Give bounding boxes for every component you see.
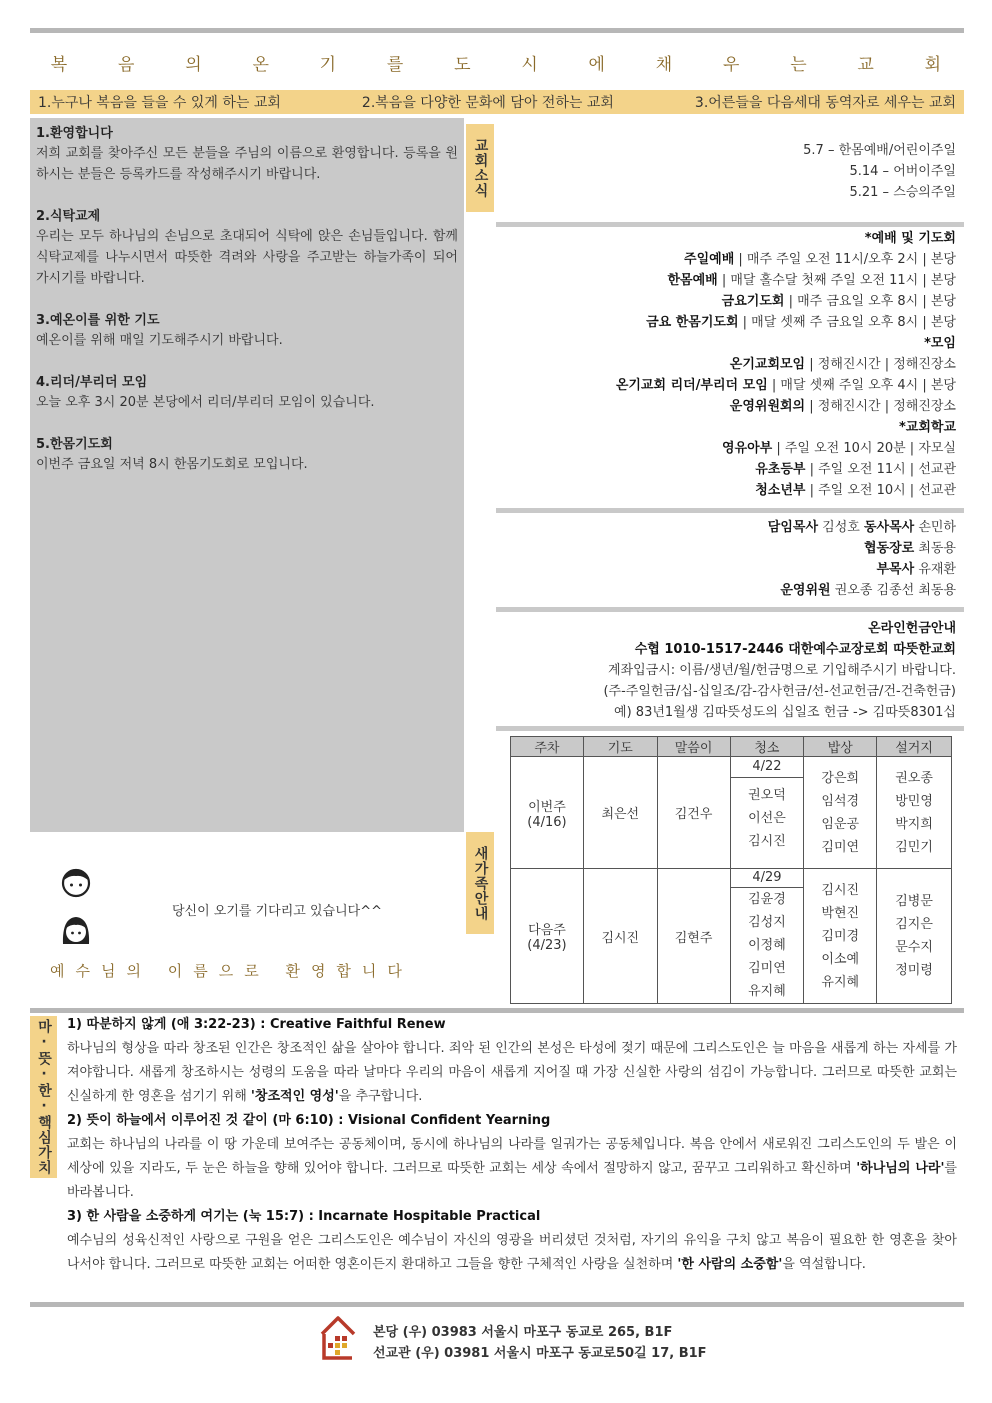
notice-body: 우리는 모두 하나님의 손님으로 초대되어 식탁에 앉은 손님들입니다. 함께 식탁교제를 나누시면서 따뜻한 격려와 사랑을 주고받는 하늘가족이 되어 가시기를 바랍니다. <box>36 229 458 286</box>
school-item: 유초등부 | 주일 오전 11시 | 선교관 <box>755 462 956 477</box>
notice-item <box>36 433 458 475</box>
table-row <box>511 869 952 1004</box>
core-value-title: 3) 한 사람을 소중하게 여기는 (눅 15:7) : Incarnate Hospitable Practical <box>67 1209 541 1224</box>
school-item: 청소년부 | 주일 오전 10시 | 선교관 <box>755 483 956 498</box>
section-divider <box>496 222 964 227</box>
column-header: 밥상 <box>804 737 877 757</box>
notice-body: 예온이를 위해 매일 기도해주시기 바랍니다. <box>36 333 283 348</box>
staff-section <box>496 517 956 601</box>
tab-new-family <box>466 832 494 934</box>
welcome-message: 당신이 오기를 기다리고 있습니다^^ <box>172 904 382 919</box>
clean-date: 4/29 <box>731 869 804 888</box>
word-cell: 김건우 <box>657 757 730 869</box>
offering-account: 수협 1010-1517-2446 대한예수교장로회 따뜻한교회 <box>634 642 956 657</box>
table-row <box>511 757 952 869</box>
core-value-body: 하나님의 형상을 따라 창조된 인간은 창조적인 삶을 살아야 합니다. 죄악 된 인간의 본성은 타성에 젖기 때문에 그리스도인은 늘 마음을 새롭게 하는 자세를 가져야합니다. 새롭게 창조하시는 성령의 도움을 따라 날마다 우리의 마음이 새롭게 지어질 때 가장 신실한 사랑의 섬김이 가능합니다. 그러므로 따뜻한 교회는 신실하게 한 영혼을 섬기기 위해 '창조적인 영성'을 추구합니다. <box>67 1041 957 1104</box>
motto-char: 채 <box>655 55 675 75</box>
vision-bar <box>30 90 964 114</box>
tab-core-values <box>30 1016 57 1178</box>
offering-section <box>496 618 956 723</box>
motto-char: 온 <box>252 55 271 75</box>
notice-title: 3.예온이를 위한 기도 <box>36 313 160 328</box>
staff-line: 담임목사 김성호 동사목사 손민하 <box>767 520 956 535</box>
worship-item: 금요기도회 | 매주 금요일 오후 8시 | 본당 <box>721 294 956 309</box>
event-item: 5.14 – 어버이주일 <box>849 164 956 179</box>
vision-item: 3.어른들을 다음세대 동역자로 세우는 교회 <box>694 95 956 111</box>
offering-line: 예) 83년1월생 김따뜻성도의 십일조 헌금 -> 김따뜻8301십 <box>614 705 956 720</box>
offering-line: 계좌입금시: 이름/생년/월/헌금명으로 기입해주시기 바랍니다. <box>608 663 956 678</box>
motto-char: 에 <box>588 55 607 75</box>
staff-line: 운영위원 권오종 김종선 최동용 <box>780 583 956 598</box>
notices-box <box>30 118 464 832</box>
notice-title: 4.리더/부리더 모임 <box>36 375 148 390</box>
core-value-item <box>67 1109 957 1205</box>
events-section <box>496 140 956 203</box>
footer-divider <box>30 1302 964 1307</box>
notice-body: 저희 교회를 찾아주신 모든 분들을 주님의 이름으로 환영합니다. 등록을 원하시는 분들은 등록카드를 작성해주시기 바랍니다. <box>36 146 458 182</box>
core-values-section <box>67 1013 957 1277</box>
church-logo-icon <box>318 1314 358 1366</box>
motto-char: 시 <box>521 55 540 75</box>
motto-char: 음 <box>118 55 137 75</box>
notice-item <box>36 309 458 351</box>
week-cell: 이번주 (4/16) <box>511 757 584 869</box>
column-header: 말씀이 <box>657 737 730 757</box>
meeting-item: 운영위원회의 | 정해진시간 | 정해진장소 <box>729 399 956 414</box>
worship-item: 주일예배 | 매주 주일 오전 11시/오후 2시 | 본당 <box>684 252 956 267</box>
meeting-heading: *모임 <box>924 336 956 351</box>
tab-church-news <box>466 124 494 212</box>
motto-char: 우 <box>722 55 742 75</box>
notice-title: 2.식탁교제 <box>36 209 101 224</box>
notice-item <box>36 205 458 289</box>
clean-cell: 4/29 김윤경 김성지 이정혜 김미연 유지혜 <box>730 869 804 1004</box>
prayer-cell: 김시진 <box>583 869 657 1004</box>
school-heading: *교회학교 <box>898 420 956 435</box>
church-motto <box>30 50 964 75</box>
vision-item: 2.복음을 다양한 문화에 담아 전하는 교회 <box>361 95 614 111</box>
notice-item <box>36 122 458 185</box>
offering-line: (주-주일헌금/십-십일조/감-감사헌금/선-선교헌금/건-건축헌금) <box>603 684 956 699</box>
core-value-item <box>67 1205 957 1277</box>
staff-line: 부목사 유재환 <box>876 562 956 577</box>
section-divider <box>496 726 964 731</box>
school-item: 영유아부 | 주일 오전 10시 20분 | 자모실 <box>721 441 956 456</box>
section-divider <box>496 508 964 513</box>
column-header: 청소 <box>730 737 804 757</box>
meeting-item: 온기교회모임 | 정해진시간 | 정해진장소 <box>729 357 956 372</box>
column-header: 설거지 <box>877 737 952 757</box>
core-value-body: 교회는 하나님의 나라를 이 땅 가운데 보여주는 공동체이며, 동시에 하나님의 나라를 일궈가는 공동체입니다. 복음 안에서 새로워진 그리스도인의 두 발은 이 세상에 있을 지라도, 두 눈은 하늘을 향해 있어야 합니다. 그러므로 따뜻한 교회는 세상 속에서 절망하지 않고, 꿈꾸고 그리워하고 확신하며 '하나님의 나라'를 바라봅니다. <box>67 1137 957 1200</box>
notice-item <box>36 371 458 413</box>
section-divider <box>496 607 964 612</box>
tab-label: 교회소식 <box>472 138 489 198</box>
motto-char: 는 <box>790 55 809 75</box>
table-header-row <box>511 737 952 757</box>
tab-label: 마·뜻·한·핵심가치 <box>36 1019 52 1175</box>
dish-cell: 권오종 방민영 박지희 김민기 <box>877 757 952 869</box>
clean-date: 4/22 <box>731 757 804 778</box>
tab-label: 새가족안내 <box>472 845 489 921</box>
event-item: 5.7 – 한몸예배/어린이주일 <box>803 143 956 158</box>
core-value-title: 1) 따분하지 않게 (애 3:22-23) : Creative Faithful Renew <box>67 1017 446 1032</box>
offering-title: 온라인헌금안내 <box>868 621 956 636</box>
top-divider <box>30 28 964 33</box>
welcome-banner: 예수님의 이름으로 환영합니다 <box>50 962 413 980</box>
notice-title: 5.한몸기도회 <box>36 437 113 452</box>
staff-line: 협동장로 최동용 <box>863 541 956 556</box>
meal-cell: 강은희 임석경 임운공 김미연 <box>804 757 877 869</box>
prayer-cell: 최은선 <box>583 757 657 869</box>
core-value-title: 2) 뜻이 하늘에서 이루어진 것 같이 (마 6:10) : Visional Confident Yearning <box>67 1113 551 1128</box>
dish-cell: 김병문 김지은 문수지 정미령 <box>877 869 952 1004</box>
motto-char: 회 <box>924 55 944 75</box>
worship-item: 금요 한몸기도회 | 매달 셋째 주 금요일 오후 8시 | 본당 <box>646 315 956 330</box>
address-mission: 선교관 (우) 03981 서울시 마포구 동교로50길 17, B1F <box>373 1346 707 1361</box>
notice-body: 오늘 오후 3시 20분 본당에서 리더/부리더 모임이 있습니다. <box>36 395 375 410</box>
motto-char: 도 <box>454 55 473 75</box>
man-icon <box>60 866 92 902</box>
notice-title: 1.환영합니다 <box>36 126 113 141</box>
woman-icon <box>60 914 92 950</box>
core-value-item <box>67 1013 957 1109</box>
core-value-body: 예수님의 성육신적인 사랑으로 구원을 얻은 그리스도인은 예수님이 자신의 영광을 버리셨던 것처럼, 자기의 유익을 구치 않고 복음이 필요한 한 영혼을 찾아 나서야 합니다. 그러므로 따뜻한 교회는 어떠한 영혼이든지 환대하고 그들을 향한 구체적인 사랑을 실천하며 '한 사람의 소중함'을 역설합니다. <box>67 1233 957 1272</box>
motto-char: 기 <box>319 55 339 75</box>
duty-schedule-table <box>510 736 952 1004</box>
motto-char: 복 <box>50 55 70 75</box>
worship-item: 한몸예배 | 매달 홀수달 첫째 주일 오전 11시 | 본당 <box>667 273 956 288</box>
meeting-item: 온기교회 리더/부리더 모임 | 매달 셋째 주일 오후 4시 | 본당 <box>615 378 956 393</box>
vision-item: 1.누구나 복음을 들을 수 있게 하는 교회 <box>38 95 281 111</box>
column-header: 주차 <box>511 737 584 757</box>
notice-body: 이번주 금요일 저녁 8시 한몸기도회로 모입니다. <box>36 457 308 472</box>
address-main: 본당 (우) 03983 서울시 마포구 동교로 265, B1F <box>373 1325 673 1340</box>
motto-char: 의 <box>185 55 204 75</box>
clean-cell: 4/22 권오덕 이선은 김시진 <box>730 757 804 869</box>
week-cell: 다음주 (4/23) <box>511 869 584 1004</box>
worship-heading: *예배 및 기도회 <box>864 231 956 246</box>
motto-char: 를 <box>386 55 406 75</box>
motto-char: 교 <box>857 55 876 75</box>
meal-cell: 김시진 박현진 김미경 이소예 유지혜 <box>804 869 877 1004</box>
word-cell: 김현주 <box>657 869 730 1004</box>
worship-section <box>496 228 956 501</box>
column-header: 기도 <box>583 737 657 757</box>
event-item: 5.21 – 스승의주일 <box>849 185 956 200</box>
